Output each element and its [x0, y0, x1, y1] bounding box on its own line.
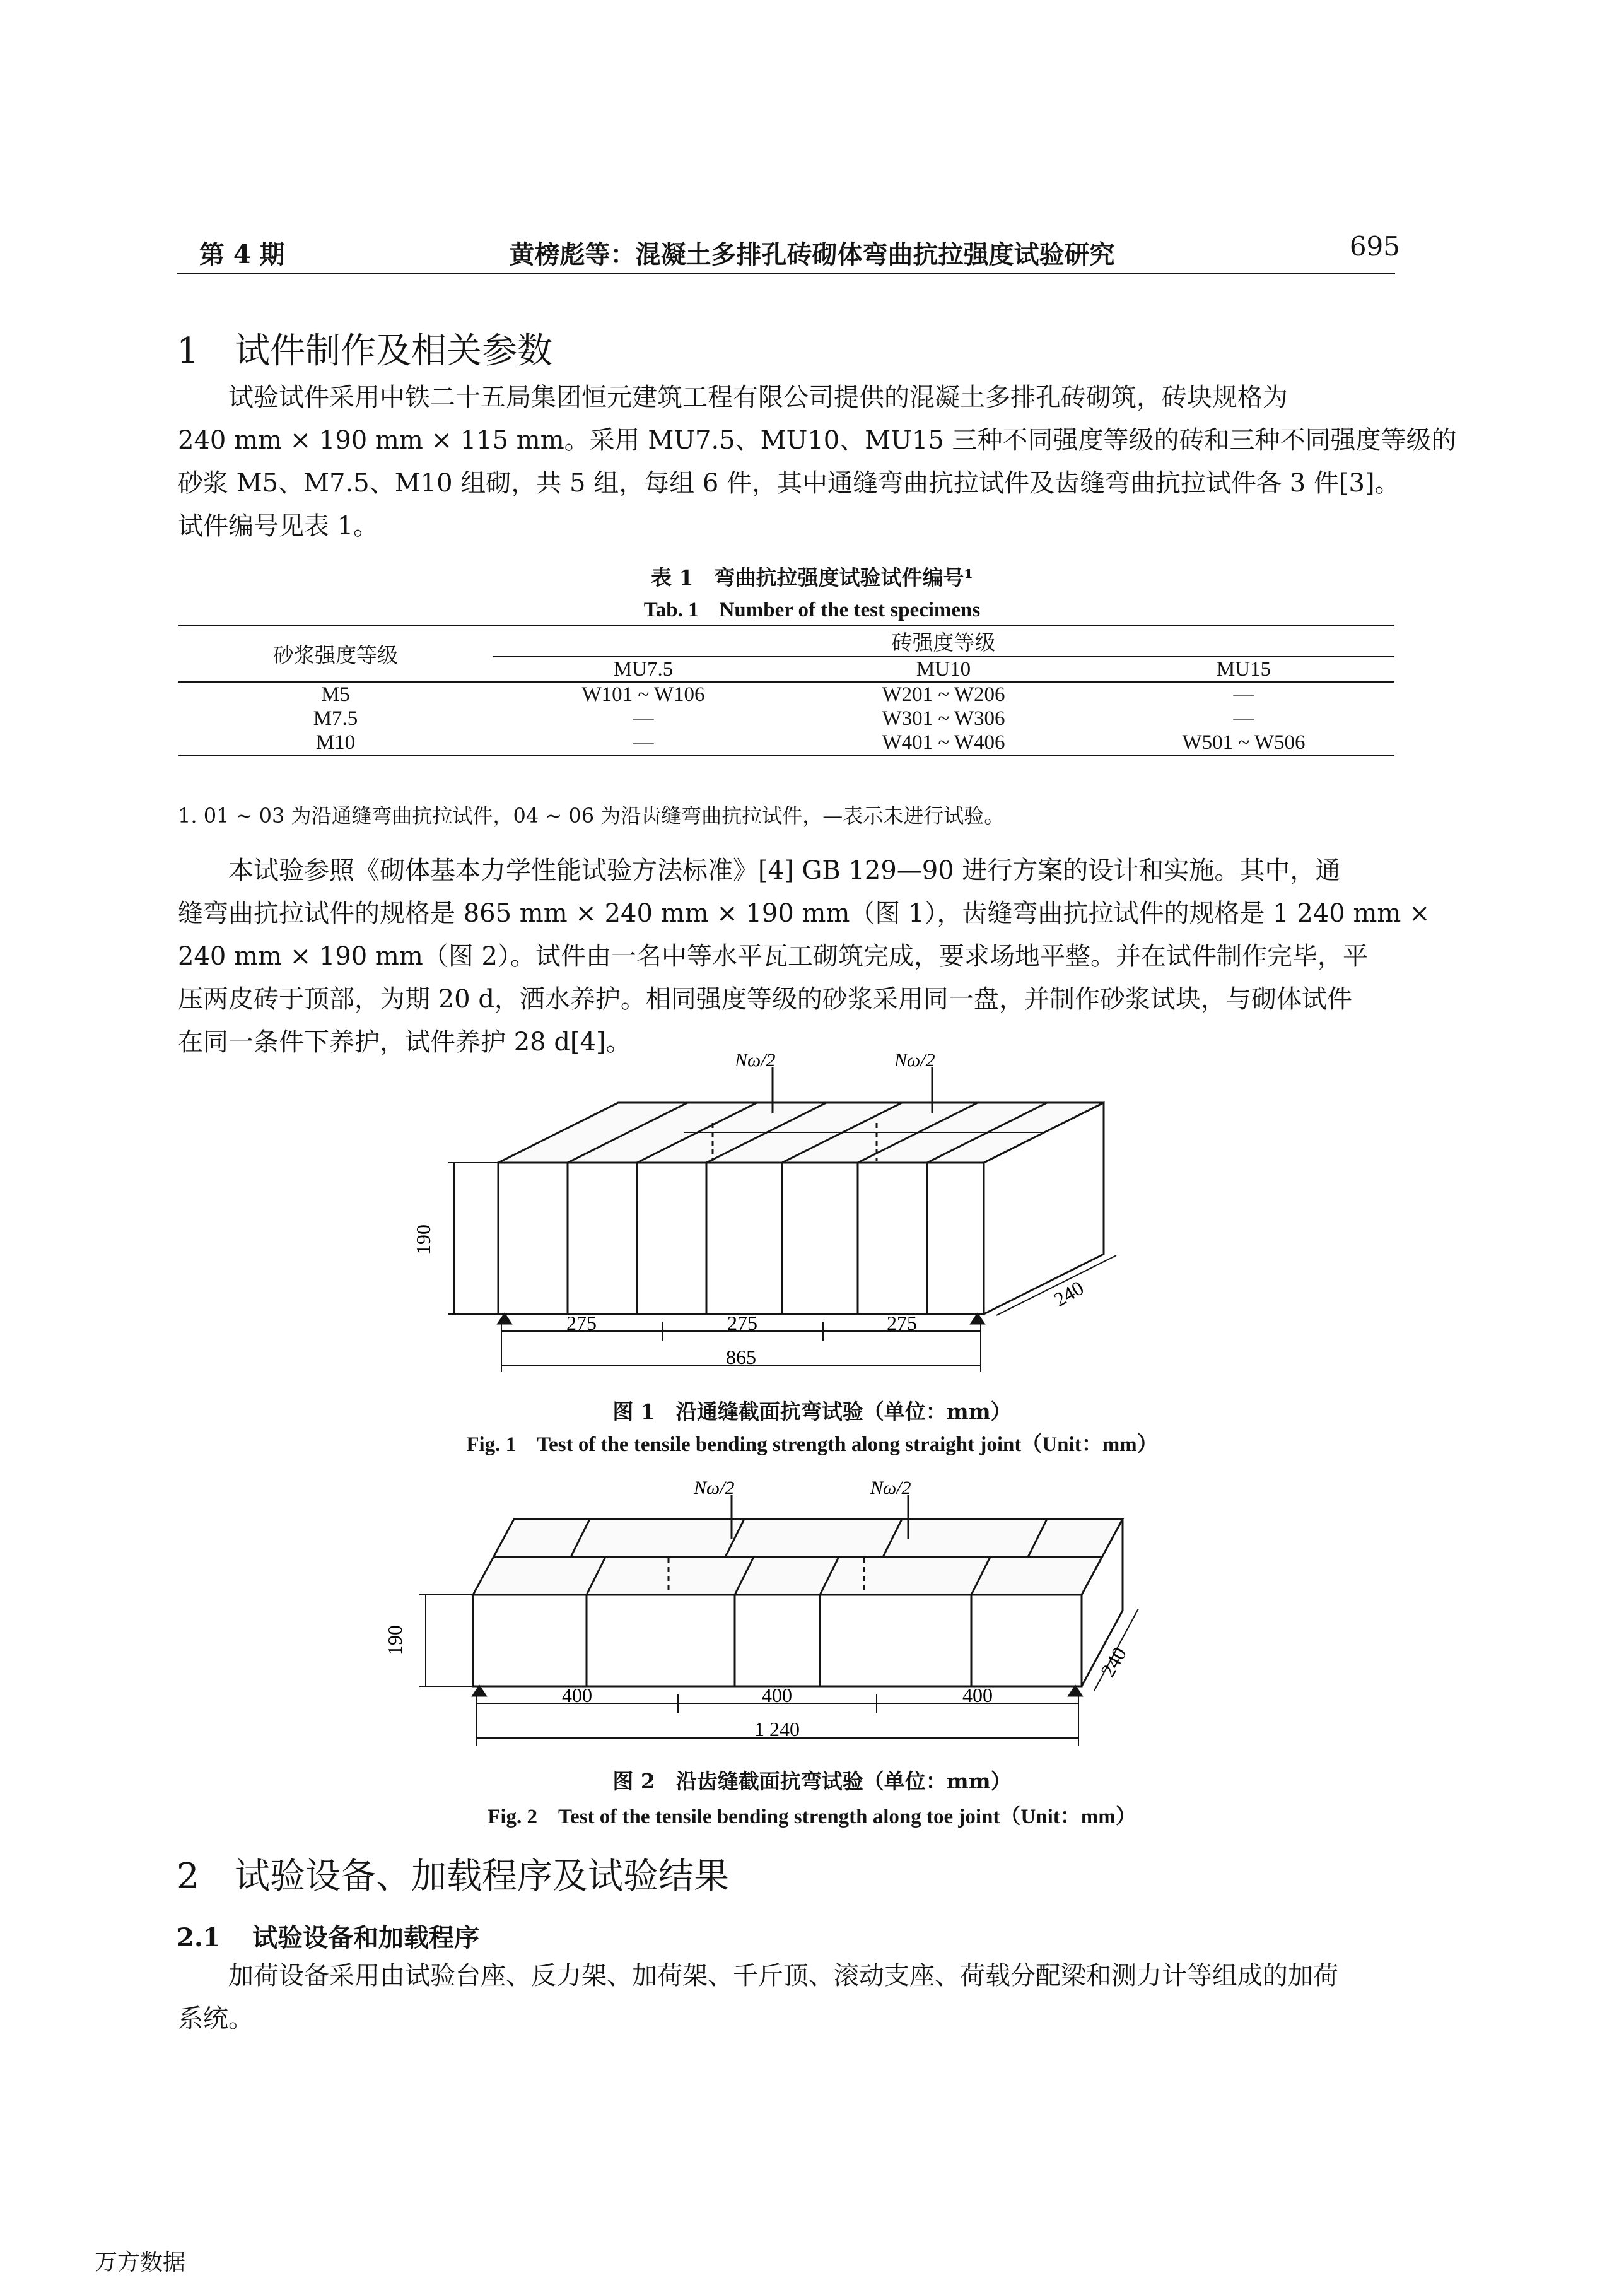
fig1-total-label: 865 [726, 1346, 756, 1368]
running-title: 黄榜彪等：混凝土多排孔砖砌体弯曲抗拉强度试验研究 [509, 240, 1115, 269]
figure-2-diagram [0, 1470, 1624, 1766]
fig2-front-face [473, 1595, 1082, 1686]
table-cell: W401 ~ W406 [882, 731, 1005, 754]
fig2-height-label: 190 [383, 1625, 406, 1655]
row-label: M10 [315, 731, 356, 754]
fig1-support-right [971, 1314, 984, 1324]
section-1-number: 1 [177, 331, 199, 372]
fig2-support-left [473, 1686, 486, 1696]
figure-1-diagram [0, 1041, 1624, 1394]
fig1-span-label: 275 [727, 1312, 757, 1334]
para-line: 压两皮砖于顶部，为期 20 d，洒水养护。相同强度等级的砂浆采用同一盘，并制作砂浆试块，与砌体试件 [178, 985, 1352, 1014]
table-cell: — [633, 707, 654, 730]
fig2-span-label: 400 [562, 1684, 592, 1706]
source-watermark: 万方数据 [95, 2250, 186, 2275]
column-header: MU15 [1216, 657, 1271, 681]
fig2-span-label: 400 [762, 1684, 792, 1706]
para-line: 240 mm × 190 mm × 115 mm。采用 MU7.5、MU10、MU15 三种不同强度等级的砖和三种不同强度等级的 [178, 426, 1457, 455]
section-1-heading [177, 323, 552, 373]
table-1-caption-en: Tab. 1 Number of the test specimens [643, 599, 981, 621]
methods-paragraph [178, 849, 1430, 1064]
para-line: 系统。 [178, 2004, 254, 2033]
fig1-depth-label: 240 [1049, 1276, 1088, 1312]
para-line: 在同一条件下养护，试件养护 28 d[4]。 [178, 1028, 631, 1057]
section-2-paragraph [178, 1954, 1401, 2040]
table-cell: W301 ~ W306 [882, 707, 1005, 730]
section-2-title: 试验设备、加载程序及试验结果 [235, 1856, 729, 1897]
subsection-title: 试验设备和加载程序 [252, 1923, 479, 1952]
subsection-number: 2.1 [177, 1923, 221, 1952]
fig1-height-label: 190 [412, 1224, 435, 1255]
figure-1-caption-cn: 图 1 沿通缝截面抗弯试验（单位：mm） [612, 1399, 1012, 1424]
table-row [178, 731, 1394, 756]
section-2-number: 2 [177, 1856, 199, 1897]
table-row [178, 707, 1394, 731]
fig2-load-label: Nω/2 [870, 1477, 911, 1498]
subsection-2-1-heading [177, 1918, 479, 1954]
table-cell: — [633, 731, 654, 754]
fig2-load-label: Nω/2 [694, 1477, 735, 1498]
para-line: 缝弯曲抗拉试件的规格是 865 mm × 240 mm × 190 mm（图 1），齿缝弯曲抗拉试件的规格是 1 240 mm × [178, 899, 1430, 928]
figure-2-caption-cn: 图 2 沿齿缝截面抗弯试验（单位：mm） [612, 1769, 1012, 1794]
table-row [178, 682, 1394, 707]
group-header: 砖强度等级 [493, 626, 1394, 657]
fig2-total-label: 1 240 [754, 1718, 800, 1741]
row-label: M7.5 [313, 707, 358, 730]
table-cell: — [1233, 707, 1254, 730]
header-rule [177, 273, 1395, 274]
column-header: MU10 [916, 657, 971, 681]
table-cell: W501 ~ W506 [1182, 731, 1306, 754]
fig1-span-label: 275 [887, 1312, 917, 1334]
figure-2-caption-en: Fig. 2 Test of the tensile bending strength along toe joint（Unit：mm） [488, 1806, 1136, 1828]
section-1-title: 试件制作及相关参数 [235, 331, 552, 372]
fig2-span-label: 400 [962, 1684, 993, 1706]
para-line: 加荷设备采用由试验台座、反力架、加荷架、千斤顶、滚动支座、荷载分配梁和测力计等组成的加荷 [228, 1961, 1338, 1990]
table-cell: W101 ~ W106 [581, 683, 705, 706]
figure-1-caption-en: Fig. 1 Test of the tensile bending strength along straight joint（Unit：mm） [466, 1433, 1158, 1456]
para-line: 本试验参照《砌体基本力学性能试验方法标准》[4] GB 129—90 进行方案的设计和实施。其中，通 [228, 856, 1341, 885]
para-line: 试件编号见表 1。 [178, 512, 379, 541]
table-cell: — [1233, 683, 1254, 706]
para-line: 240 mm × 190 mm（图 2）。试件由一名中等水平瓦工砌筑完成，要求场地平整。并在试件制作完毕，平 [178, 942, 1368, 971]
table-1-caption-cn: 表 1 弯曲抗拉强度试验试件编号¹ [651, 565, 973, 590]
section-2-heading [177, 1848, 729, 1899]
section-1-paragraph [178, 376, 1457, 548]
fig2-depth-label: 240 [1095, 1643, 1131, 1681]
fig2-support-right [1069, 1686, 1082, 1696]
table-cell: W201 ~ W206 [882, 683, 1005, 706]
para-line: 试验试件采用中铁二十五局集团恒元建筑工程有限公司提供的混凝土多排孔砖砌筑，砖块规格为 [228, 383, 1288, 412]
table-1 [178, 625, 1394, 756]
page-number: 695 [1349, 231, 1400, 262]
column-header: MU7.5 [613, 657, 674, 681]
fig1-front-face [498, 1163, 984, 1314]
row-header: 砂浆强度等级 [273, 645, 398, 667]
para-line: 砂浆 M5、M7.5、M10 组砌，共 5 组，每组 6 件，其中通缝弯曲抗拉试件及齿缝弯曲抗拉试件各 3 件[3]。 [178, 469, 1400, 498]
fig1-load-label: Nω/2 [735, 1050, 776, 1071]
issue-label: 第 4 期 [199, 240, 285, 269]
fig1-span-label: 275 [566, 1312, 597, 1334]
row-label: M5 [321, 683, 350, 706]
fig1-load-label: Nω/2 [894, 1050, 935, 1071]
table-1-note: 1. 01 ~ 03 为沿通缝弯曲抗拉试件，04 ~ 06 为沿齿缝弯曲抗拉试件，—表示未进行试验。 [178, 804, 1005, 828]
fig1-support-left [498, 1314, 511, 1324]
